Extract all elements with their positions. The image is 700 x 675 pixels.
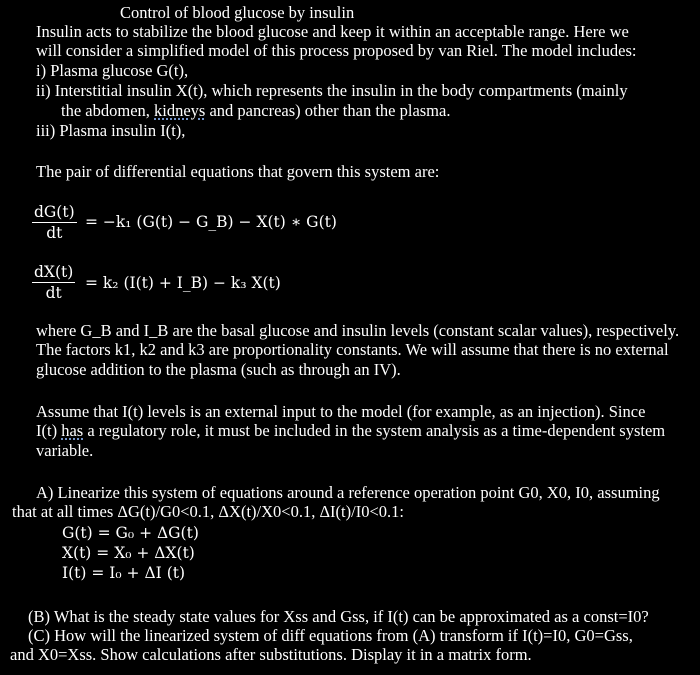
- text-fragment: I(t): [36, 421, 62, 440]
- list-item-glucose: i) Plasma glucose G(t),: [36, 61, 189, 80]
- part-c-line-2: and X0=Xss. Show calculations after substitutions. Display it in a matrix form.: [10, 645, 532, 664]
- eq2-numerator: dX(t): [34, 263, 74, 281]
- eq1-rhs: = −k₁ (G(t) − G_B) − X(t) ∗ G(t): [85, 213, 337, 231]
- intro-line-2: will consider a simplified model of this process proposed by van Riel. The model includes:: [36, 41, 637, 60]
- eq1-numerator: dG(t): [34, 203, 75, 221]
- eq1-denominator: dt: [46, 224, 63, 242]
- assume-line-3: variable.: [36, 441, 94, 460]
- grammar-word[interactable]: has: [61, 421, 84, 440]
- where-line-1: where G_B and I_B are the basal glucose and insulin levels (constant scalar values), respectively.: [36, 321, 680, 340]
- intro-line-1: Insulin acts to stabilize the blood glucose and keep it within an acceptable range. Here we: [36, 22, 629, 41]
- part-a-line-2: that at all times ΔG(t)/G0<0.1, ΔX(t)/X0<0.1, ΔI(t)/I0<0.1:: [12, 502, 404, 521]
- where-line-2: The factors k1, k2 and k3 are proportionality constants. We will assume that there is no external: [36, 340, 669, 359]
- part-a-eq-i: I(t) = I₀ + ΔI (t): [62, 564, 186, 582]
- part-b: (B) What is the steady state values for Xss and Gss, if I(t) can be approximated as a const=I0?: [28, 607, 649, 626]
- eq1-derivative: [32, 202, 77, 243]
- eq2-denominator: dt: [45, 284, 62, 302]
- page-title: Control of blood glucose by insulin: [120, 3, 355, 22]
- where-line-3: glucose addition to the plasma (such as through an IV).: [36, 360, 401, 379]
- spellcheck-word[interactable]: kidneys: [154, 101, 206, 120]
- text-fragment: the abdomen,: [61, 101, 155, 120]
- list-item-plasma-insulin: iii) Plasma insulin I(t),: [36, 121, 186, 140]
- assume-line-1: Assume that I(t) levels is an external input to the model (for example, as an injection). Since: [36, 402, 646, 421]
- text-fragment: a regulatory role, it must be included in the system analysis as a time-dependent system: [83, 421, 666, 440]
- part-a-line-1: A) Linearize this system of equations around a reference operation point G0, X0, I0, assuming: [36, 483, 660, 502]
- assume-line-2: [36, 421, 665, 440]
- part-a-eq-g: G(t) = G₀ + ΔG(t): [62, 524, 199, 542]
- part-c-line-1: (C) How will the linearized system of diff equations from (A) transform if I(t)=I0, G0=Gss,: [28, 626, 633, 645]
- list-item-interstitial-insulin-cont: [61, 101, 450, 120]
- eq2-rhs: = k₂ (I(t) + I_B) − k₃ X(t): [85, 274, 281, 292]
- equations-intro: The pair of differential equations that govern this system are:: [36, 162, 440, 181]
- eq2-derivative: [32, 262, 75, 303]
- part-a-eq-x: X(t) = X₀ + ΔX(t): [62, 544, 195, 562]
- list-item-interstitial-insulin: ii) Interstitial insulin X(t), which represents the insulin in the body compartments (mainly: [36, 81, 628, 100]
- text-fragment: and pancreas) other than the plasma.: [205, 101, 451, 120]
